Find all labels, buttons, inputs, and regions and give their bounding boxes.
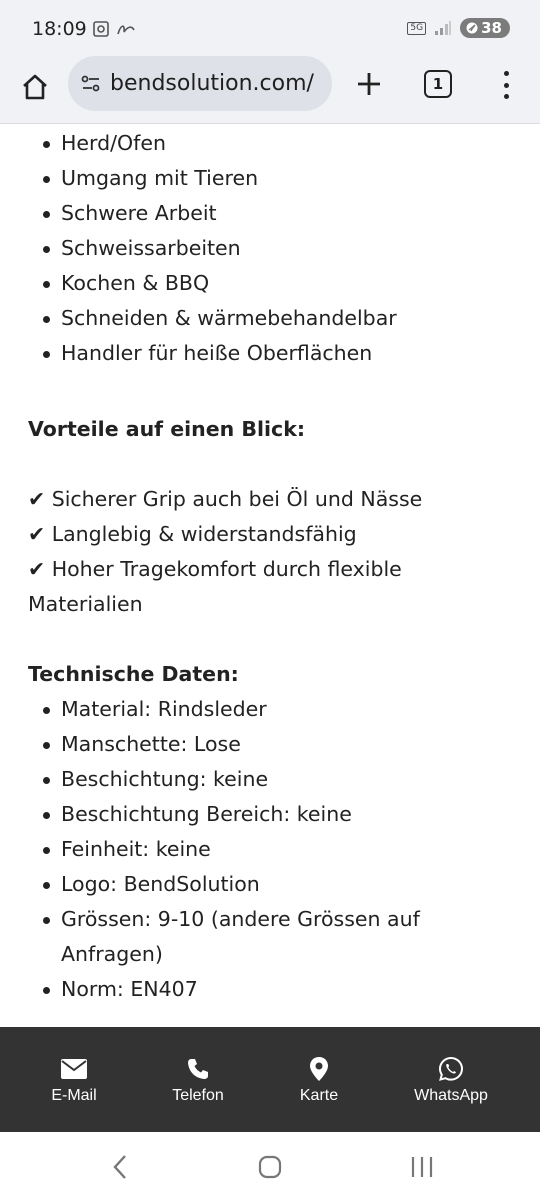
recents-icon — [410, 1156, 434, 1178]
map-button[interactable] — [269, 1027, 369, 1132]
signal-icon — [434, 20, 452, 36]
overflow-menu-icon[interactable] — [496, 68, 516, 102]
network-type: 5G — [407, 22, 426, 35]
page-content — [0, 125, 540, 1027]
home-nav-button[interactable] — [250, 1152, 290, 1182]
battery-indicator — [460, 18, 510, 38]
battery-saver-icon — [466, 22, 478, 34]
advantage-item: ✔ Hoher Tragekomfort durch flexible Materialien — [28, 557, 402, 616]
email-label: E-Mail — [51, 1086, 97, 1104]
screenshot-icon — [92, 20, 110, 38]
browser-toolbar — [0, 56, 540, 124]
home-icon — [20, 72, 50, 102]
tech-heading: Technische Daten: — [28, 662, 239, 686]
new-tab-button[interactable] — [352, 64, 386, 104]
recents-button[interactable] — [402, 1152, 442, 1182]
list-item: Schweissarbeiten — [0, 231, 540, 266]
list-item: Beschichtung Bereich: keine — [0, 797, 540, 832]
url-text[interactable]: bendsolution.com/ — [110, 71, 314, 96]
system-icons — [407, 18, 510, 38]
email-button[interactable] — [24, 1027, 124, 1132]
list-item: Norm: EN407 — [0, 972, 540, 1007]
system-nav-bar — [0, 1132, 540, 1200]
tab-count: 1 — [432, 75, 444, 93]
address-bar[interactable] — [68, 56, 332, 111]
list-item: Feinheit: keine — [0, 832, 540, 867]
advantage-item: ✔ Sicherer Grip auch bei Öl und Nässe — [28, 487, 423, 511]
map-pin-icon — [309, 1056, 329, 1082]
advantage-item: ✔ Langlebig & widerstandsfähig — [28, 522, 357, 546]
phone-button[interactable] — [148, 1027, 248, 1132]
status-time: 18:09 — [32, 18, 87, 40]
envelope-icon — [60, 1058, 88, 1080]
contact-bar — [0, 1027, 540, 1132]
whatsapp-label: WhatsApp — [414, 1086, 488, 1104]
back-button[interactable] — [100, 1152, 140, 1182]
list-item: Kochen & BBQ — [0, 266, 540, 301]
list-item: Beschichtung: keine — [0, 762, 540, 797]
status-bar — [0, 0, 540, 56]
notification-icons — [92, 20, 136, 38]
list-item: Logo: BendSolution — [0, 867, 540, 902]
tech-list — [0, 692, 540, 1007]
list-item: Handler für heiße Oberflächen — [0, 336, 540, 371]
site-settings-icon[interactable] — [80, 73, 102, 95]
list-item: Schwere Arbeit — [0, 196, 540, 231]
whatsapp-icon — [438, 1056, 464, 1082]
list-item: Herd/Ofen — [0, 126, 540, 161]
advantages-list — [28, 482, 508, 622]
home-nav-icon — [258, 1155, 282, 1179]
uses-list — [0, 126, 540, 371]
map-label: Karte — [299, 1086, 339, 1104]
list-item: Schneiden & wärmebehandelbar — [0, 301, 540, 336]
signature-icon — [116, 20, 136, 38]
whatsapp-button[interactable] — [396, 1027, 506, 1132]
list-item: Umgang mit Tieren — [0, 161, 540, 196]
new-tab-icon — [355, 70, 383, 98]
home-button[interactable] — [18, 70, 52, 104]
list-item: Manschette: Lose — [0, 727, 540, 762]
tab-switcher-icon[interactable] — [424, 70, 452, 98]
phone-icon — [186, 1057, 210, 1081]
list-item: Grössen: 9-10 (andere Grössen auf Anfragen) — [0, 902, 540, 972]
back-icon — [112, 1154, 128, 1180]
advantages-heading: Vorteile auf einen Blick: — [28, 417, 306, 441]
list-item: Material: Rindsleder — [0, 692, 540, 727]
battery-level: 38 — [481, 19, 502, 37]
phone-label: Telefon — [172, 1086, 224, 1104]
